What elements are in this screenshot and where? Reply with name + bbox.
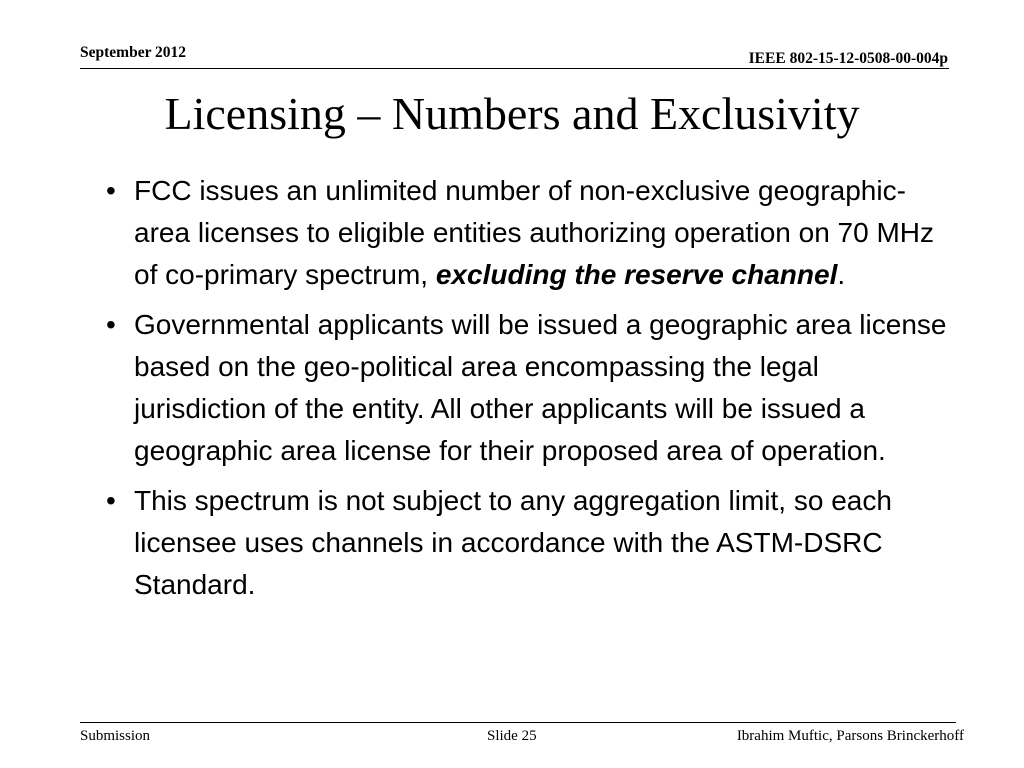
- footer-slide-number: Slide 25: [487, 728, 537, 744]
- footer-author: Ibrahim Muftic, Parsons Brinckerhoff: [736, 728, 964, 744]
- footer-submission: Submission: [80, 728, 151, 744]
- bullet-list: [106, 170, 956, 614]
- bullet-1-text: FCC issues an unlimited number of non-exclusive geographic-area licenses to eligible entities authorizing operation on 70 MHz of co-primary spectrum,: [134, 175, 935, 290]
- bullet-item-2: [106, 304, 956, 472]
- header-document-id: IEEE 802-15-12-0508-00-004p: [748, 50, 948, 67]
- bullet-3-text: This spectrum is not subject to any aggregation limit, so each licensee uses channels in accordance with the ASTM-DSRC Standard.: [134, 485, 892, 600]
- bullet-1-tail: .: [837, 259, 846, 290]
- slide-title: Licensing – Numbers and Exclusivity: [164, 88, 860, 139]
- bullet-item-1: [106, 170, 956, 296]
- bullet-1-emphasis: excluding the reserve channel: [435, 259, 838, 290]
- bullet-item-3: [106, 480, 956, 606]
- header-divider: [80, 68, 949, 69]
- bullet-2-text: Governmental applicants will be issued a geographic area license based on the geo-political area encompassing the legal jurisdiction of the entity. All other applicants will be issued a geographic area license for their proposed area of operation.: [134, 309, 947, 466]
- bullet-icon: •: [106, 175, 116, 206]
- bullet-icon: •: [106, 485, 116, 516]
- header-date: September 2012: [80, 44, 187, 61]
- bullet-icon: •: [106, 309, 116, 340]
- footer-divider: [80, 722, 956, 723]
